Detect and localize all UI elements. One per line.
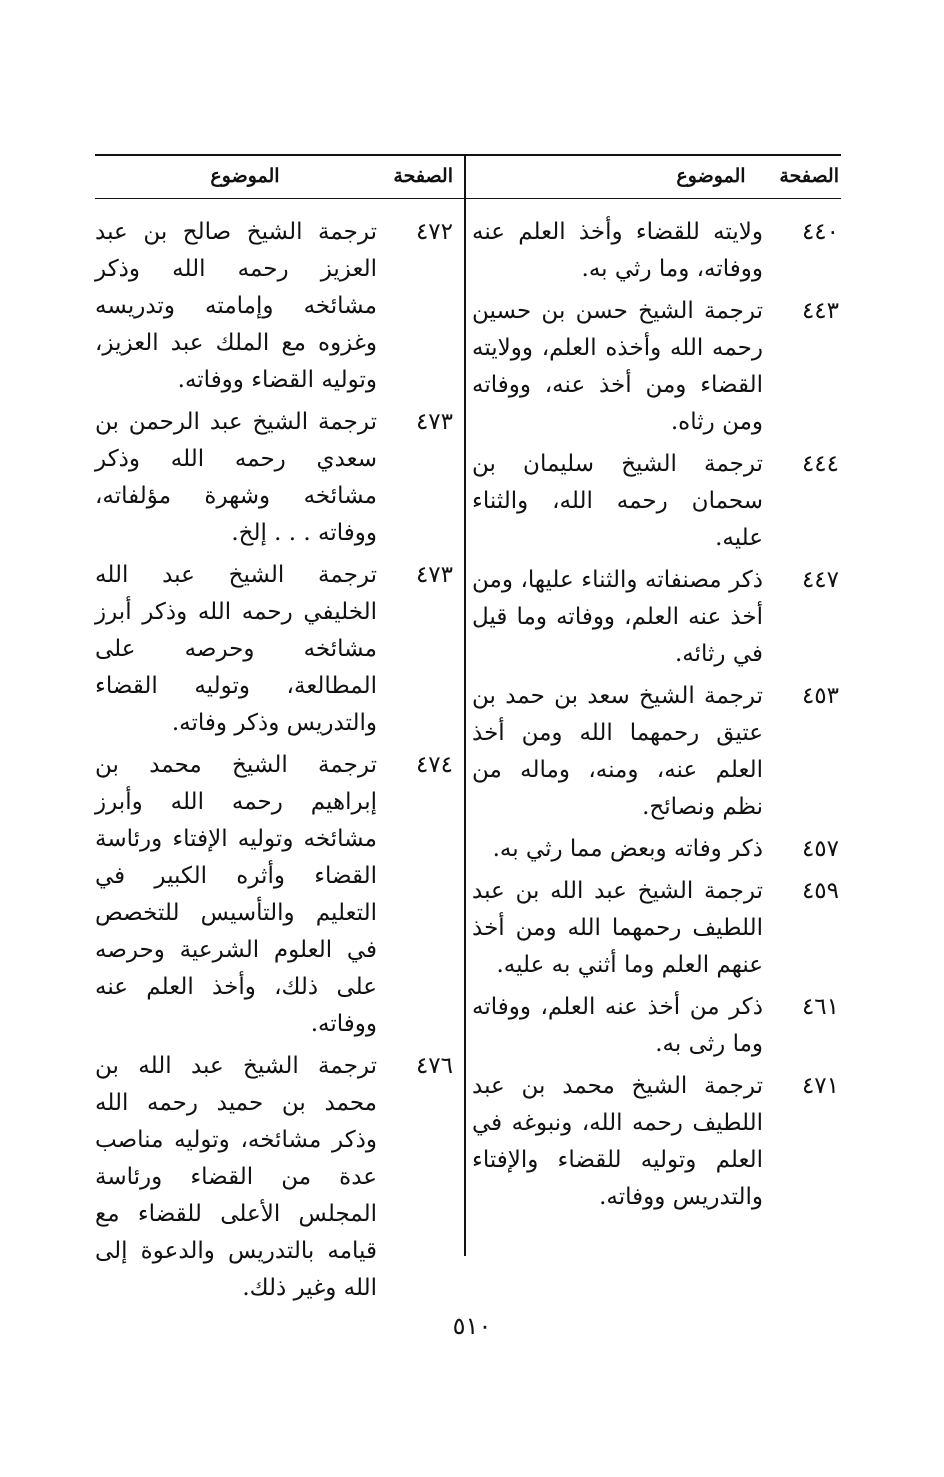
index-entry [472,989,841,1063]
index-entry [95,404,455,552]
entry-page-number: ٤٧٤ [415,752,453,778]
entry-page-number: ٤٥٧ [801,836,839,862]
entry-topic-text: ترجمة الشيخ سعد بن حمد بن عتيق رحمهما الله ومن أخذ العلم عنه، ومنه، وماله من نظم ونصائح. [472,683,763,820]
entry-page-number: ٤٦١ [801,994,839,1020]
entry-topic-text: ولايته للقضاء وأخذ العلم عنه ووفاته، وما رثي به. [472,219,763,282]
topic-label: الموضوع [676,165,746,187]
index-entry [472,873,841,984]
left-column [95,154,455,1312]
entry-page-number: ٤٧١ [801,1073,839,1099]
index-entry [95,214,455,399]
index-entry [472,293,841,441]
column-divider [464,154,466,1256]
entry-page-number: ٤٥٣ [801,683,839,709]
entry-page-number: ٤٧٢ [415,219,453,245]
entry-topic-text: ذكر من أخذ عنه العلم، ووفاته وما رثى به. [472,994,763,1057]
entry-topic-text: ترجمة الشيخ محمد بن عبد اللطيف رحمه الله، ونبوغه في العلم وتوليه للقضاء والإفتاء والتدريس ووفاته. [472,1073,763,1210]
index-entry [472,831,841,868]
page-label: الصفحة [779,165,839,187]
entry-topic-text: ذكر مصنفاته والثناء عليها، ومن أخذ عنه العلم، ووفاته وما قيل في رثائه. [472,567,763,667]
right-column-header [472,154,841,198]
index-entry [95,1048,455,1307]
page-number: ٥١٠ [452,1312,492,1340]
entry-page-number: ٤٤٠ [801,219,839,245]
index-entry [472,214,841,288]
entry-page-number: ٤٧٦ [415,1053,453,1079]
right-column [472,154,841,1221]
entry-topic-text: ترجمة الشيخ عبد الله بن محمد بن حميد رحمه الله وذكر مشائخه، وتوليه مناصب عدة من القضاء ورئاسة المجلس الأعلى للقضاء مع قيامه بالتدريس والدعوة إلى الله وغير ذلك. [95,1053,377,1301]
right-entries [472,198,841,1216]
entry-topic-text: ترجمة الشيخ سليمان بن سحمان رحمه الله، والثناء عليه. [472,451,763,551]
entry-topic-text: ذكر وفاته وبعض مما رثي به. [492,836,763,862]
entry-page-number: ٤٥٩ [801,878,839,904]
index-entry [95,557,455,742]
topic-label: الموضوع [210,165,280,187]
index-entry [95,747,455,1043]
page-label: الصفحة [393,165,453,187]
entry-topic-text: ترجمة الشيخ صالح بن عبد العزيز رحمه الله وذكر مشائخه وإمامته وتدريسه وغزوه مع الملك عبد العزيز، وتوليه القضاء ووفاته. [95,219,377,393]
entry-page-number: ٤٤٣ [801,298,839,324]
index-entry [472,446,841,557]
entry-topic-text: ترجمة الشيخ حسن بن حسين رحمه الله وأخذه العلم، وولايته القضاء ومن أخذ عنه، ووفاته ومن رثاه. [472,298,763,435]
left-column-header [95,154,455,198]
entry-topic-text: ترجمة الشيخ عبد الرحمن بن سعدي رحمه الله وذكر مشائخه وشهرة مؤلفاته، ووفاته . . . إلخ. [95,409,377,546]
entry-topic-text: ترجمة الشيخ محمد بن إبراهيم رحمه الله وأبرز مشائخه وتوليه الإفتاء ورئاسة القضاء وأثره الكبير في التعليم والتأسيس للتخصص في العلوم الشرعية وحرصه على ذلك، وأخذ العلم عنه ووفاته. [95,752,377,1037]
index-entry [472,678,841,826]
entry-page-number: ٤٤٤ [801,451,839,477]
entry-topic-text: ترجمة الشيخ عبد الله بن عبد اللطيف رحمهما الله ومن أخذ عنهم العلم وما أثني به عليه. [472,878,763,978]
index-entry [472,562,841,673]
entry-topic-text: ترجمة الشيخ عبد الله الخليفي رحمه الله وذكر أبرز مشائخه وحرصه على المطالعة، وتوليه القضاء والتدريس وذكر وفاته. [95,562,377,736]
entry-page-number: ٤٧٣ [415,562,453,588]
left-entries [95,198,455,1307]
entry-page-number: ٤٧٣ [415,409,453,435]
entry-page-number: ٤٤٧ [801,567,839,593]
index-entry [472,1068,841,1216]
